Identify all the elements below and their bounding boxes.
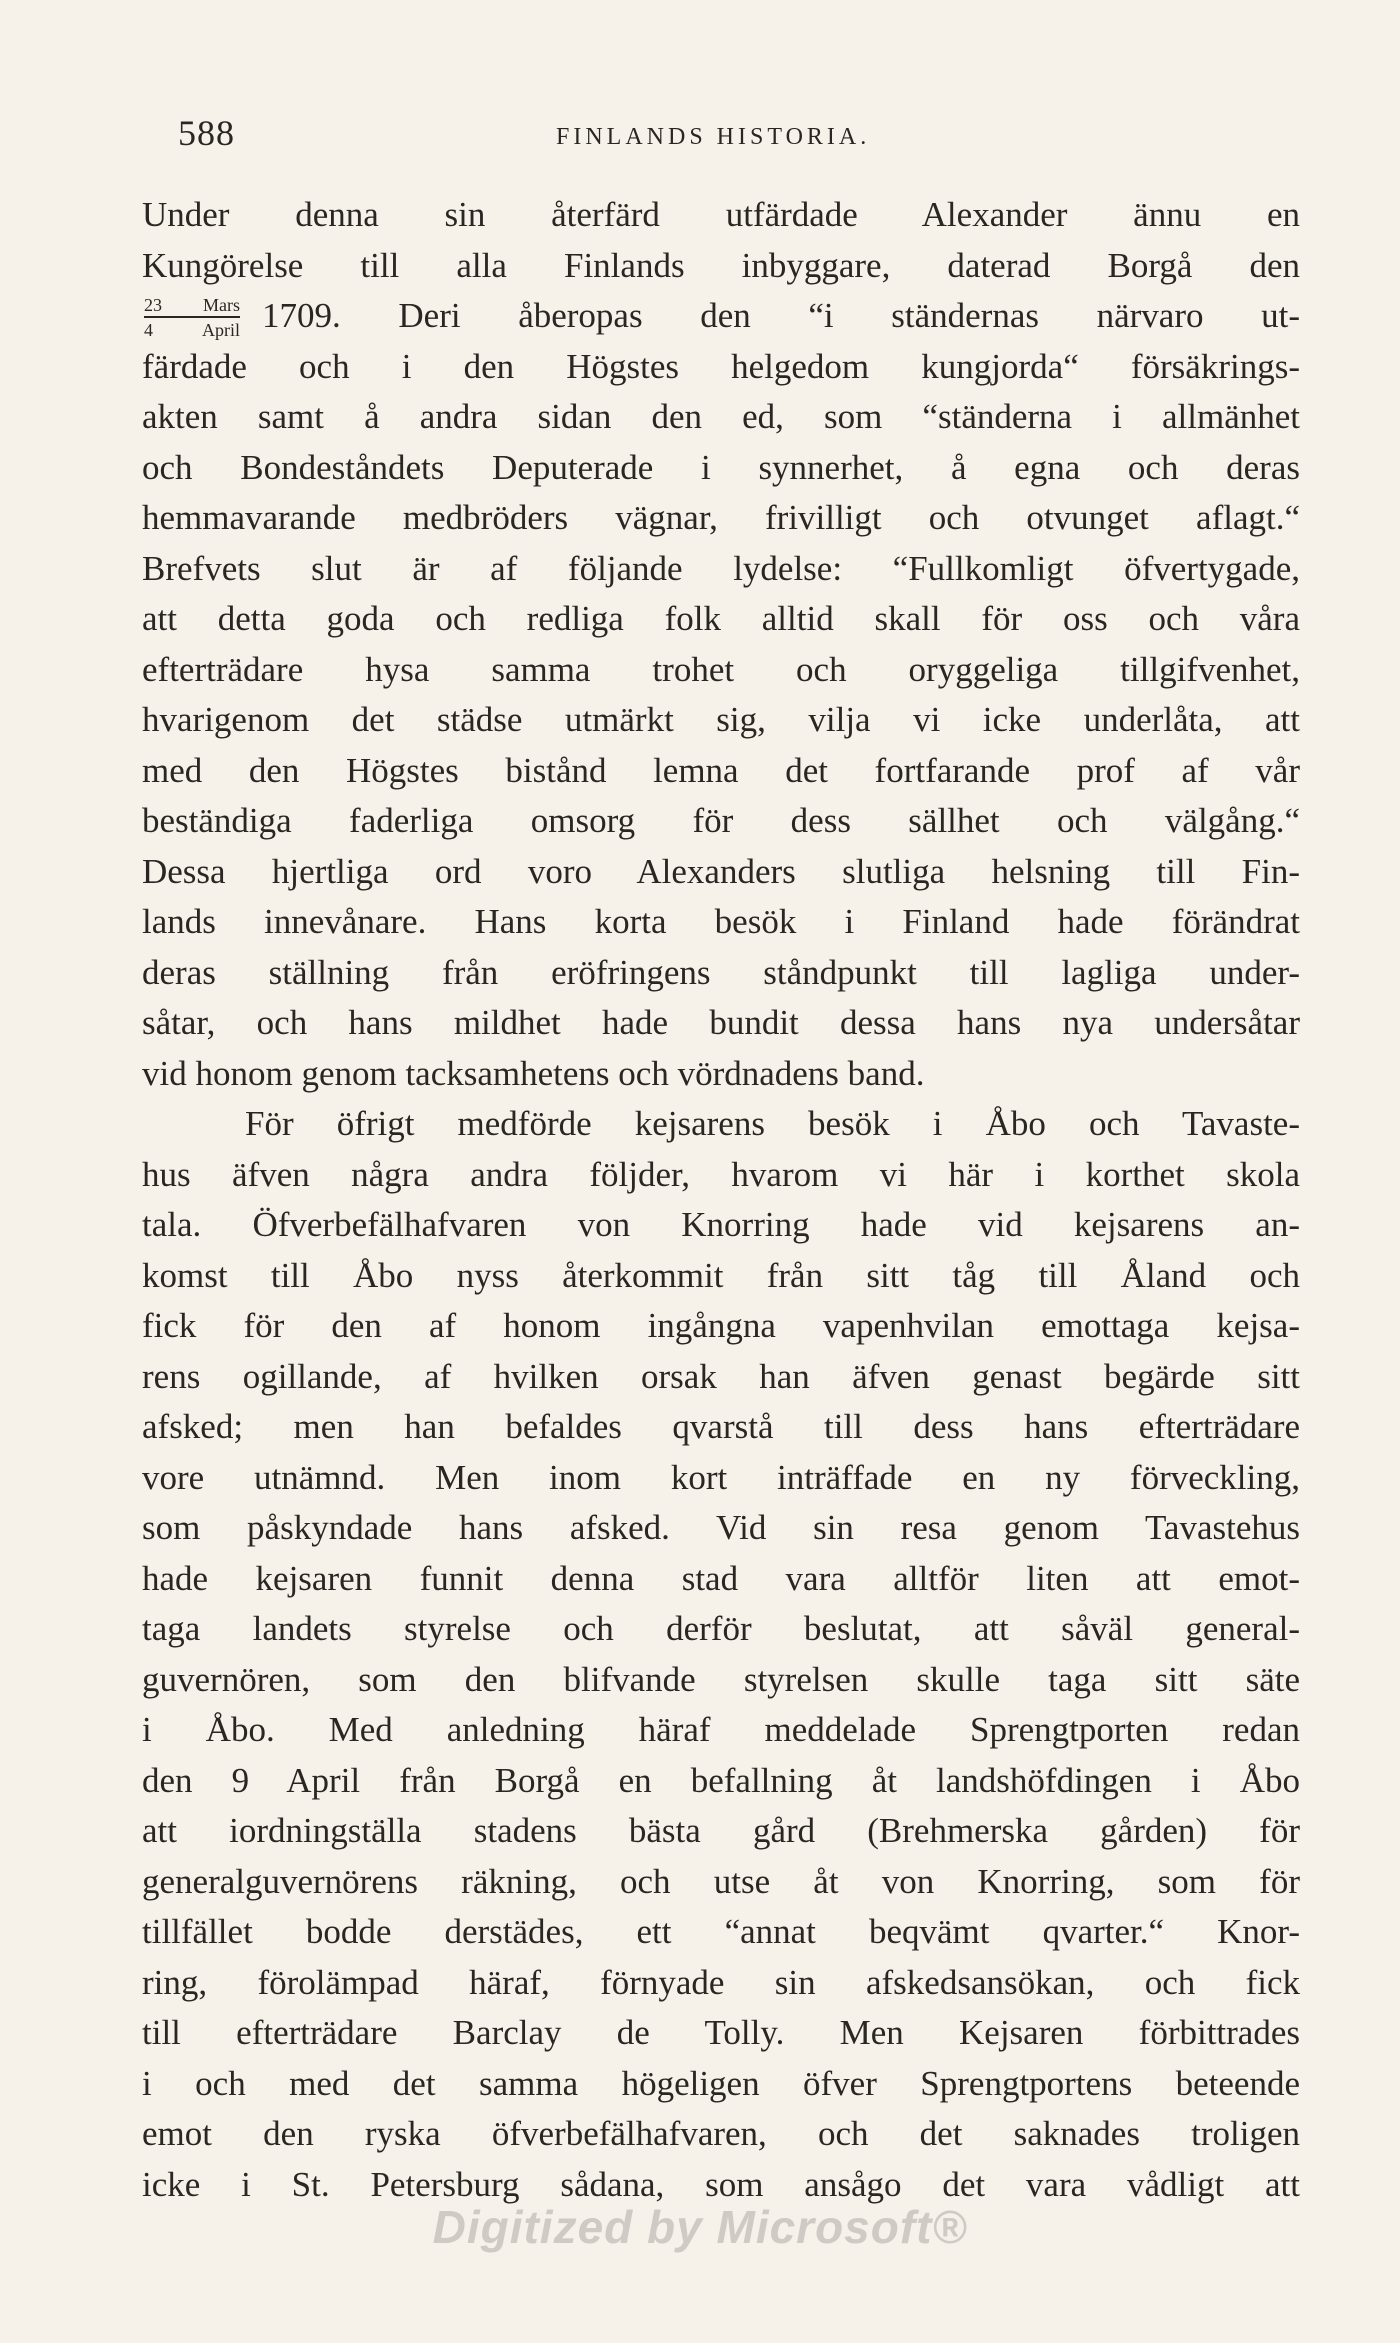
text-line: Dessa hjertliga ord voro Alexanders slutliga helsning till Fin- [142,851,1300,891]
text-line: tala. Öfverbefälhafvaren von Knorring hade vid kejsarens an- [142,1205,1300,1244]
text-line: komst till Åbo nyss återkommit från sitt tåg till Åland och [142,1255,1300,1295]
text-line: såtar, och hans mildhet hade bundit dessa hans nya undersåtar [142,1003,1300,1042]
text-line: emot den ryska öfverbefälhafvaren, och det saknades troligen [142,2114,1300,2153]
text-line: att detta goda och redliga folk alltid skall för oss och våra [142,599,1300,638]
text-line: afsked; men han befaldes qvarstå till dess hans efterträdare [142,1407,1300,1446]
text-line: 1709. Deri åberopas den “i ständernas närvaro ut- [262,296,1300,335]
text-line: vore utnämnd. Men inom kort inträffade en ny förveckling, [142,1457,1300,1497]
text-line: med den Högstes bistånd lemna det fortfarande prof af vår [142,750,1300,790]
text-line: att iordningställa stadens bästa gård (Brehmerska gården) för [142,1811,1300,1850]
text-line: i och med det samma högeligen öfver Sprengtportens beteende [142,2063,1300,2103]
text-line: Under denna sin återfärd utfärdade Alexander ännu en [142,195,1300,234]
text-line: i Åbo. Med anledning häraf meddelade Sprengtporten redan [142,1710,1300,1749]
text-line: guvernören, som den blifvande styrelsen skulle taga sitt säte [142,1659,1300,1699]
text-line: hvarigenom det städse utmärkt sig, vilja vi icke underlåta, att [142,700,1300,739]
page-number: 588 [178,113,235,153]
text-line: lands innevånare. Hans korta besök i Finland hade förändrat [142,902,1300,941]
text-line: färdade och i den Högstes helgedom kungjorda“ försäkrings- [142,346,1300,386]
text-line: taga landets styrelse och derför beslutat, att såväl general- [142,1609,1300,1648]
page-header [178,112,1298,162]
text-line: till efterträdare Barclay de Tolly. Men Kejsaren förbittrades [142,2013,1300,2052]
text-line: tillfället bodde derstädes, ett “annat beqvämt qvarter.“ Knor- [142,1912,1300,1951]
running-title: FINLANDS HISTORIA. [556,124,871,150]
text-line: fick för den af honom ingångna vapenhvilan emottaga kejsa- [142,1306,1300,1345]
text-line: hemmavarande medbröders vägnar, frivilligt och otvunget aflagt.“ [142,498,1300,537]
text-line: icke i St. Petersburg sådana, som ansågo det vara vådligt att [142,2164,1300,2204]
text-line: och Bondeståndets Deputerade i synnerhet, å egna och deras [142,447,1300,487]
text-line: ring, förolämpad häraf, förnyade sin afskedsansökan, och fick [142,1962,1300,2002]
text-line: akten samt å andra sidan den ed, som “ständerna i allmänhet [142,397,1300,436]
text-line: som påskyndade hans afsked. Vid sin resa genom Tavastehus [142,1508,1300,1547]
text-line: generalguvernörens räkning, och utse åt von Knorring, som för [142,1861,1300,1901]
text-line: deras ställning från eröfringens ståndpunkt till lagliga under- [142,952,1300,992]
digitized-watermark: Digitized by Microsoft® [432,2201,968,2253]
text-line: den 9 April från Borgå en befallning åt landshöfdingen i Åbo [142,1760,1300,1800]
text-line: beständiga faderliga omsorg för dess sällhet och välgång.“ [142,801,1300,840]
text-line: Kungörelse till alla Finlands inbyggare, daterad Borgå den [142,245,1300,285]
margin-date-bottom: 4 April [144,320,240,340]
text-line: hus äfven några andra följder, hvarom vi här i korthet skola [142,1154,1300,1194]
text-line-with-date [142,291,1300,342]
text-line: Brefvets slut är af följande lydelse: “Fullkomligt öfvertygade, [142,548,1300,588]
text-line: efterträdare hysa samma trohet och oryggeliga tillgifvenhet, [142,649,1300,689]
text-line: För öfrigt medförde kejsarens besök i Åbo och Tavaste- [245,1104,1300,1143]
text-line: hade kejsaren funnit denna stad vara alltför liten att emot- [142,1558,1300,1598]
margin-date-top: 23 Mars [144,295,240,318]
text-line: rens ogillande, af hvilken orsak han äfven genast begärde sitt [142,1356,1300,1396]
body-text [142,190,1300,2210]
text-line: vid honom genom tacksamhetens och vördnadens band. [142,1053,925,1093]
